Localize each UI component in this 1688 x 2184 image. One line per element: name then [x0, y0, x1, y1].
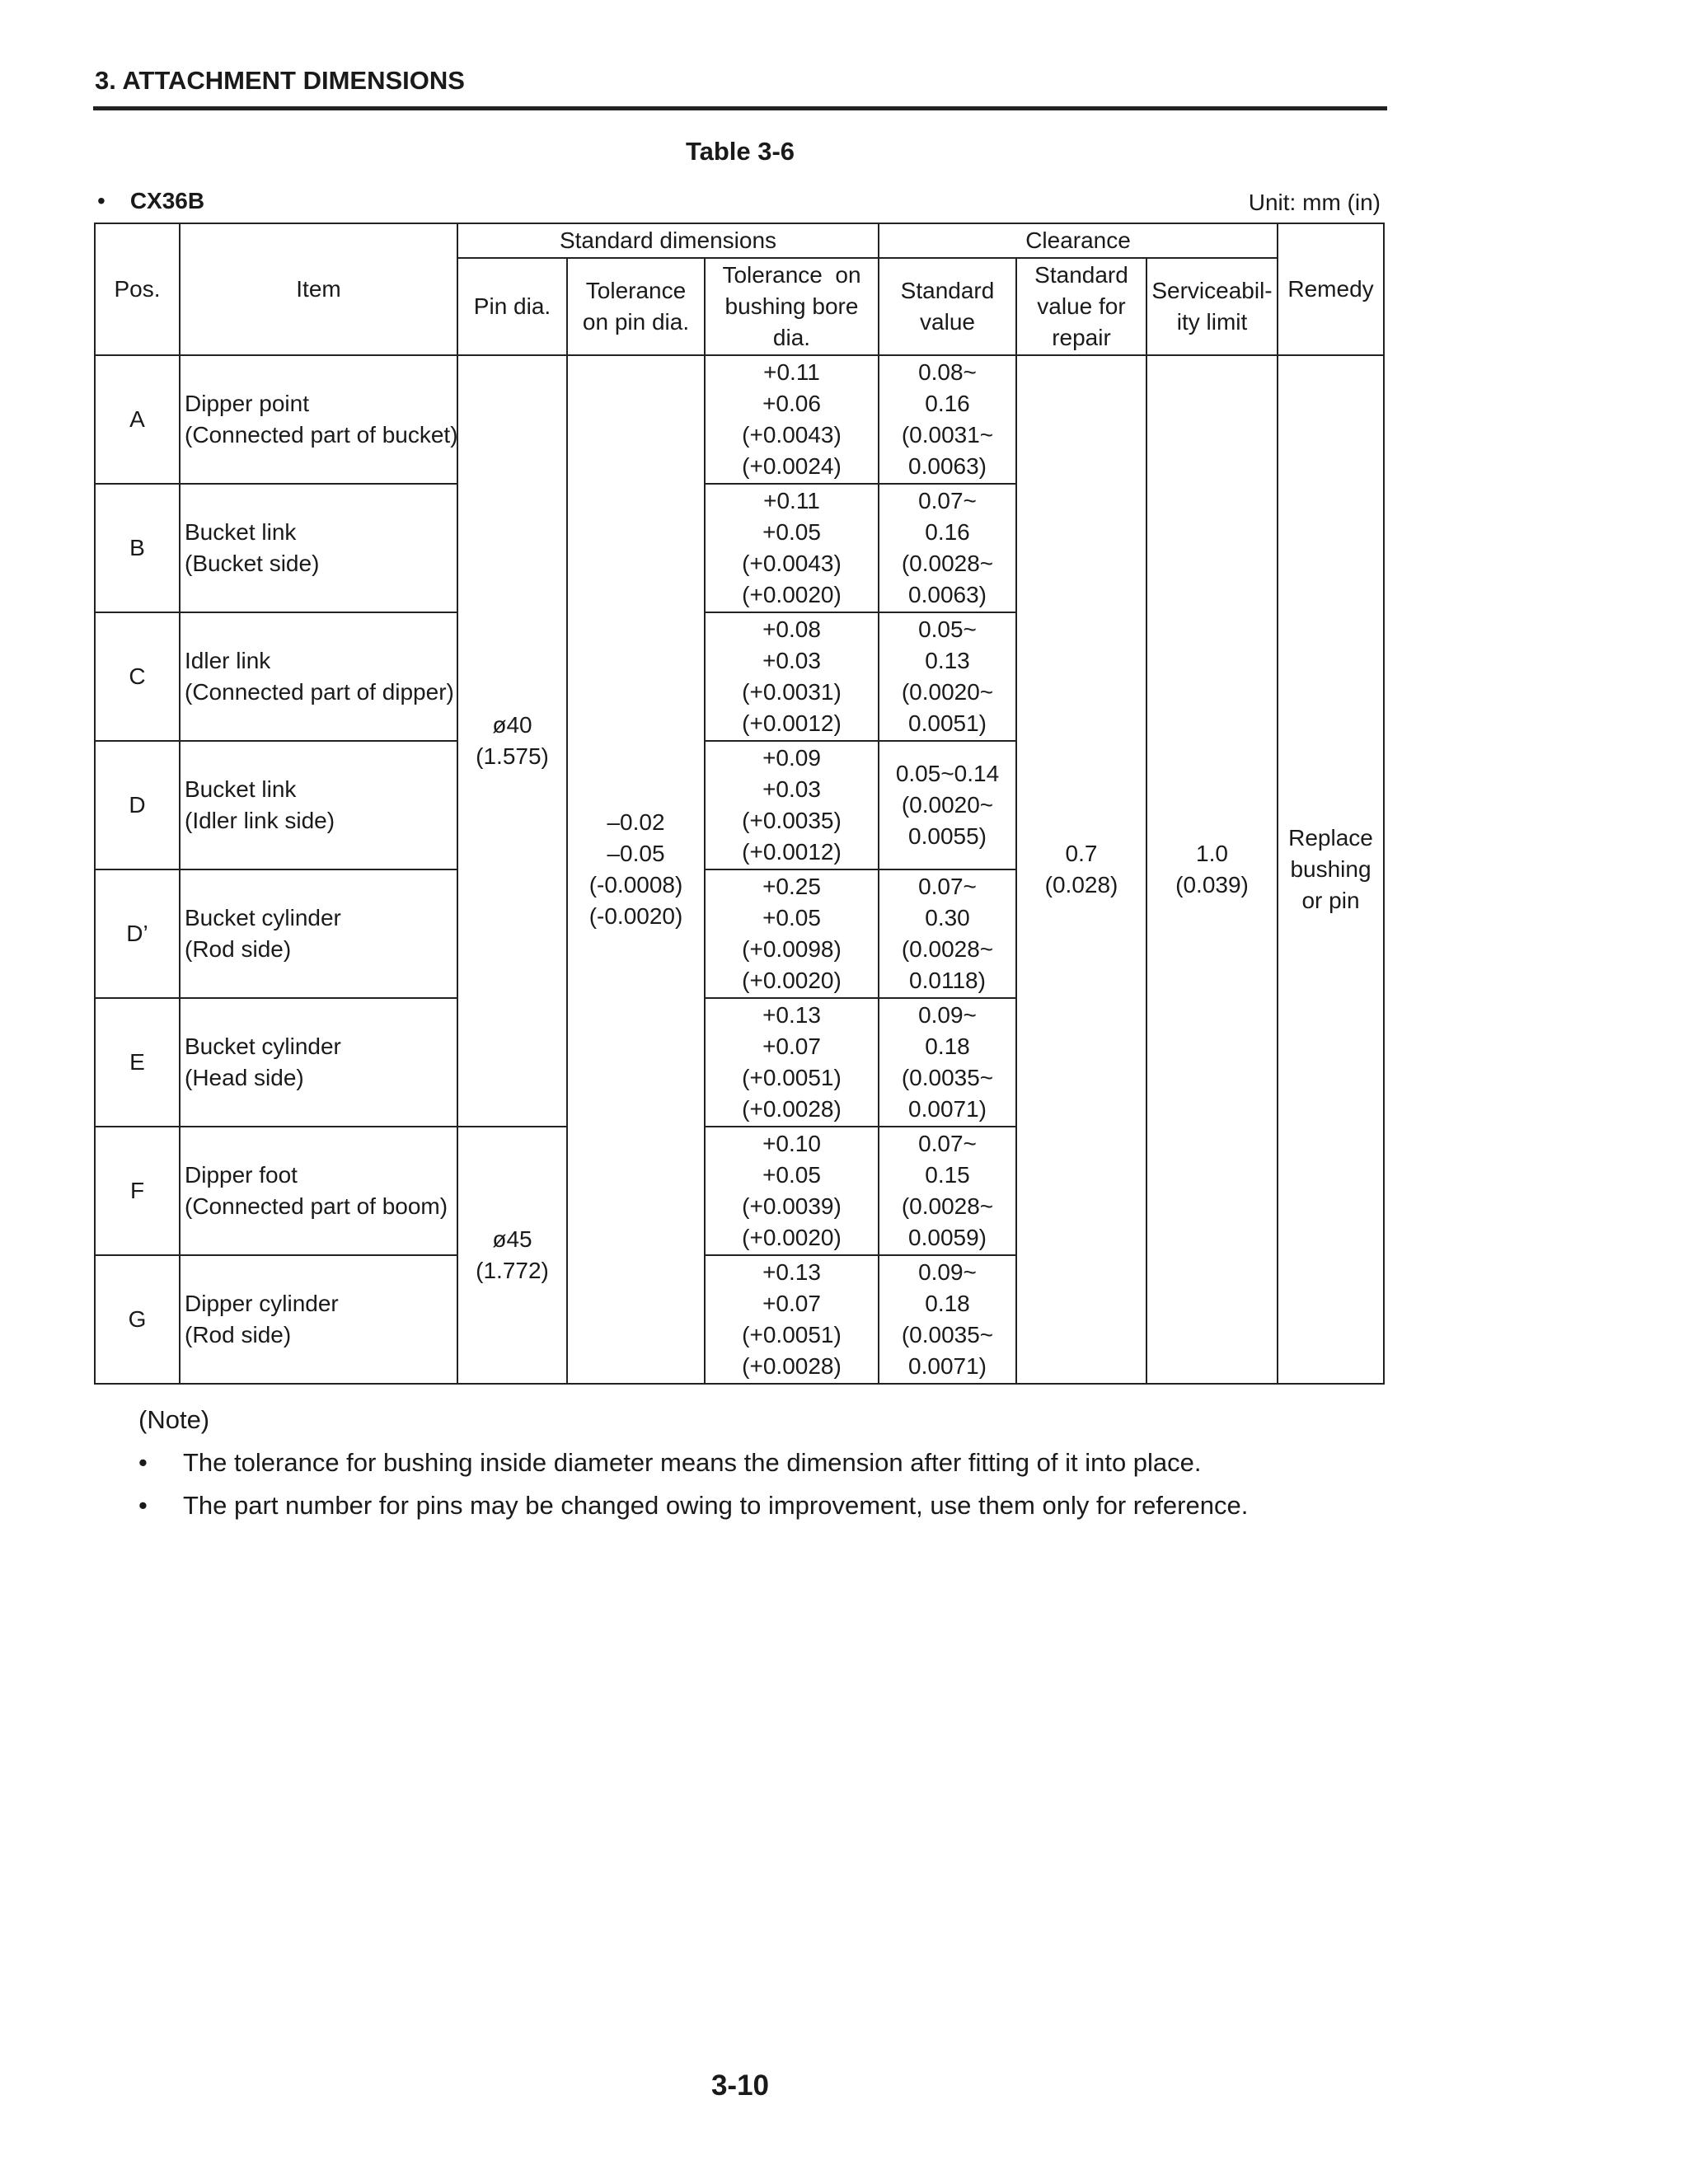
standard-value-cell: 0.05~0.14 (0.0020~ 0.0055): [879, 741, 1016, 869]
table-row: [95, 355, 1384, 484]
note-bullet: •: [138, 1491, 148, 1520]
note-item: [138, 1491, 1248, 1521]
pos-cell: F: [95, 1127, 180, 1255]
pos-cell: D’: [95, 869, 180, 998]
standard-value-cell: 0.07~ 0.30 (0.0028~ 0.0118): [879, 869, 1016, 998]
bushing-tolerance-cell: +0.25 +0.05 (+0.0098) (+0.0020): [705, 869, 879, 998]
header-clearance: Clearance: [879, 223, 1278, 258]
remedy-cell: Replace bushing or pin: [1278, 355, 1384, 1384]
item-cell: Bucket cylinder (Rod side): [180, 869, 457, 998]
pos-cell: E: [95, 998, 180, 1127]
item-cell: Bucket link (Bucket side): [180, 484, 457, 612]
header-tolerance-pin: Tolerance on pin dia.: [567, 258, 705, 355]
pos-cell: G: [95, 1255, 180, 1384]
header-pin-dia: Pin dia.: [457, 258, 567, 355]
standard-value-cell: 0.07~ 0.16 (0.0028~ 0.0063): [879, 484, 1016, 612]
header-remedy: Remedy: [1278, 223, 1384, 355]
item-cell: Dipper foot (Connected part of boom): [180, 1127, 457, 1255]
item-cell: Dipper cylinder (Rod side): [180, 1255, 457, 1384]
header-standard-repair: Standard value for repair: [1016, 258, 1146, 355]
pos-cell: D: [95, 741, 180, 869]
pos-cell: B: [95, 484, 180, 612]
header-tolerance-bushing: Tolerance on bushing bore dia.: [705, 258, 879, 355]
bushing-tolerance-cell: +0.11 +0.06 (+0.0043) (+0.0024): [705, 355, 879, 484]
bushing-tolerance-cell: +0.11 +0.05 (+0.0043) (+0.0020): [705, 484, 879, 612]
header-pos: Pos.: [95, 223, 180, 355]
model-name: CX36B: [129, 188, 205, 213]
repair-value-cell: 0.7 (0.028): [1016, 355, 1146, 1384]
item-cell: Bucket link (Idler link side): [180, 741, 457, 869]
tolerance-pin-cell: –0.02 –0.05 (-0.0008) (-0.0020): [567, 355, 705, 1384]
note-title: (Note): [138, 1405, 210, 1434]
bushing-tolerance-cell: +0.13 +0.07 (+0.0051) (+0.0028): [705, 998, 879, 1127]
item-cell: Bucket cylinder (Head side): [180, 998, 457, 1127]
pos-cell: A: [95, 355, 180, 484]
model-bullet: •: [97, 188, 106, 213]
standard-value-cell: 0.08~ 0.16 (0.0031~ 0.0063): [879, 355, 1016, 484]
item-cell: Idler link (Connected part of dipper): [180, 612, 457, 741]
unit-label: Unit: mm (in): [1248, 190, 1381, 215]
pos-cell: C: [95, 612, 180, 741]
header-standard-value: Standard value: [879, 258, 1016, 355]
bushing-tolerance-cell: +0.13 +0.07 (+0.0051) (+0.0028): [705, 1255, 879, 1384]
standard-value-cell: 0.05~ 0.13 (0.0020~ 0.0051): [879, 612, 1016, 741]
standard-value-cell: 0.09~ 0.18 (0.0035~ 0.0071): [879, 998, 1016, 1127]
bushing-tolerance-cell: +0.08 +0.03 (+0.0031) (+0.0012): [705, 612, 879, 741]
title-rule: [93, 106, 1387, 110]
pin-dia-group-1: ø40 (1.575): [457, 355, 567, 1127]
dimensions-table: [94, 223, 1385, 1385]
model-line: [97, 188, 204, 214]
standard-value-cell: 0.07~ 0.15 (0.0028~ 0.0059): [879, 1127, 1016, 1255]
header-standard-dimensions: Standard dimensions: [457, 223, 879, 258]
service-limit-cell: 1.0 (0.039): [1146, 355, 1278, 1384]
standard-value-cell: 0.09~ 0.18 (0.0035~ 0.0071): [879, 1255, 1016, 1384]
header-serviceability-limit: Serviceabil- ity limit: [1146, 258, 1278, 355]
section-title: 3. ATTACHMENT DIMENSIONS: [95, 66, 465, 95]
header-item: Item: [180, 223, 457, 355]
bushing-tolerance-cell: +0.10 +0.05 (+0.0039) (+0.0020): [705, 1127, 879, 1255]
note-text: The tolerance for bushing inside diameter means the dimension after fitting of it into place.: [183, 1448, 1202, 1477]
note-item: [138, 1448, 1202, 1478]
table-caption: Table 3-6: [685, 137, 795, 166]
bushing-tolerance-cell: +0.09 +0.03 (+0.0035) (+0.0012): [705, 741, 879, 869]
page-number: 3-10: [710, 2069, 770, 2102]
pin-dia-group-2: ø45 (1.772): [457, 1127, 567, 1384]
note-bullet: •: [138, 1448, 148, 1477]
item-cell: Dipper point (Connected part of bucket): [180, 355, 457, 484]
note-text: The part number for pins may be changed owing to improvement, use them only for reference.: [183, 1491, 1249, 1520]
